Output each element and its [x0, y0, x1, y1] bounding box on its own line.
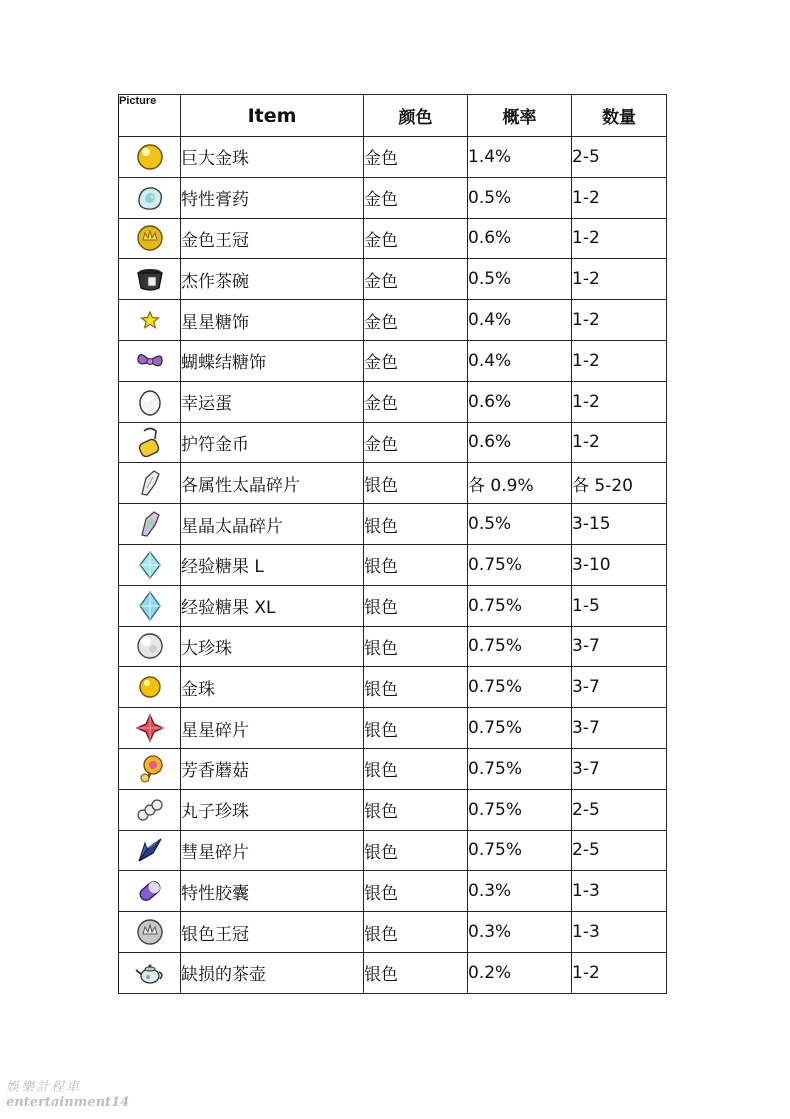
item-rate: 1.4% [468, 137, 572, 178]
item-name: 经验糖果 XL [181, 585, 364, 626]
item-name: 经验糖果 L [181, 544, 364, 585]
item-picture [119, 871, 181, 912]
watermark-line2: entertainment14 [6, 1095, 130, 1111]
item-name: 金珠 [181, 667, 364, 708]
tea-bowl-icon [135, 264, 165, 294]
table-row [119, 912, 667, 953]
big-pearl-icon [135, 631, 165, 661]
item-rate: 0.6% [468, 381, 572, 422]
item-name: 星星碎片 [181, 708, 364, 749]
item-quantity: 3-7 [572, 626, 667, 667]
header-rate: 概率 [468, 95, 572, 137]
item-quantity: 各 5-20 [572, 463, 667, 504]
item-color: 银色 [364, 463, 468, 504]
item-picture [119, 952, 181, 993]
item-color: 金色 [364, 218, 468, 259]
item-quantity: 1-2 [572, 218, 667, 259]
item-rate: 0.75% [468, 708, 572, 749]
item-name: 金色王冠 [181, 218, 364, 259]
item-color: 银色 [364, 912, 468, 953]
item-quantity: 2-5 [572, 789, 667, 830]
item-name: 缺损的茶壶 [181, 952, 364, 993]
item-rate: 0.75% [468, 585, 572, 626]
stellar-shard-icon [135, 509, 165, 539]
item-picture [119, 340, 181, 381]
gold-orb-icon [135, 142, 165, 172]
item-quantity: 3-10 [572, 544, 667, 585]
lucky-egg-icon [135, 387, 165, 417]
item-name: 蝴蝶结糖饰 [181, 340, 364, 381]
table-row [119, 952, 667, 993]
item-quantity: 1-2 [572, 259, 667, 300]
item-picture [119, 218, 181, 259]
pearl-string-icon [135, 795, 165, 825]
table-row [119, 748, 667, 789]
item-name: 幸运蛋 [181, 381, 364, 422]
table-row [119, 667, 667, 708]
header-color: 颜色 [364, 95, 468, 137]
item-color: 银色 [364, 667, 468, 708]
table-row [119, 708, 667, 749]
item-rate: 0.5% [468, 259, 572, 300]
table-row [119, 300, 667, 341]
item-rate: 0.5% [468, 177, 572, 218]
item-quantity: 1-2 [572, 952, 667, 993]
item-color: 银色 [364, 708, 468, 749]
item-name: 星晶太晶碎片 [181, 504, 364, 545]
header-picture: Picture [119, 95, 181, 137]
table-row [119, 871, 667, 912]
amulet-coin-icon [135, 427, 165, 457]
item-rate: 0.75% [468, 626, 572, 667]
item-color: 银色 [364, 544, 468, 585]
item-quantity: 2-5 [572, 137, 667, 178]
item-picture [119, 789, 181, 830]
item-color: 银色 [364, 626, 468, 667]
header-item: Item [181, 95, 364, 137]
comet-shard-icon [135, 835, 165, 865]
item-quantity: 2-5 [572, 830, 667, 871]
balm-mushroom-icon [135, 754, 165, 784]
item-name: 银色王冠 [181, 912, 364, 953]
item-picture [119, 177, 181, 218]
item-name: 杰作茶碗 [181, 259, 364, 300]
item-drop-table [118, 94, 667, 994]
item-quantity: 1-2 [572, 340, 667, 381]
item-color: 银色 [364, 585, 468, 626]
item-rate: 0.75% [468, 544, 572, 585]
item-name: 各属性太晶碎片 [181, 463, 364, 504]
item-quantity: 1-3 [572, 871, 667, 912]
item-color: 金色 [364, 381, 468, 422]
item-picture [119, 667, 181, 708]
silver-crown-icon [135, 917, 165, 947]
item-quantity: 1-5 [572, 585, 667, 626]
item-quantity: 3-7 [572, 667, 667, 708]
gold-crown-icon [135, 223, 165, 253]
star-piece-icon [135, 713, 165, 743]
item-rate: 0.75% [468, 667, 572, 708]
item-color: 银色 [364, 871, 468, 912]
item-rate: 0.6% [468, 218, 572, 259]
item-color: 金色 [364, 300, 468, 341]
item-picture [119, 830, 181, 871]
item-rate: 0.2% [468, 952, 572, 993]
item-picture [119, 626, 181, 667]
item-name: 大珍珠 [181, 626, 364, 667]
exp-candy-l-icon [135, 550, 165, 580]
item-color: 银色 [364, 789, 468, 830]
item-quantity: 3-15 [572, 504, 667, 545]
item-quantity: 3-7 [572, 708, 667, 749]
table-row [119, 789, 667, 830]
item-picture [119, 748, 181, 789]
table-row [119, 626, 667, 667]
table-row [119, 544, 667, 585]
item-quantity: 1-2 [572, 177, 667, 218]
item-color: 银色 [364, 748, 468, 789]
table-row [119, 585, 667, 626]
item-picture [119, 504, 181, 545]
item-quantity: 1-2 [572, 422, 667, 463]
tera-shard-icon [135, 468, 165, 498]
item-rate: 0.75% [468, 789, 572, 830]
item-quantity: 3-7 [572, 748, 667, 789]
exp-candy-xl-icon [135, 591, 165, 621]
item-rate: 0.4% [468, 300, 572, 341]
item-color: 银色 [364, 504, 468, 545]
watermark [6, 1081, 129, 1111]
table-row [119, 463, 667, 504]
item-picture [119, 463, 181, 504]
item-picture [119, 585, 181, 626]
item-rate: 0.3% [468, 871, 572, 912]
item-quantity: 1-2 [572, 381, 667, 422]
ability-capsule-icon [135, 876, 165, 906]
item-rate: 0.5% [468, 504, 572, 545]
item-rate: 0.75% [468, 830, 572, 871]
star-sweet-icon [135, 305, 165, 335]
item-picture [119, 137, 181, 178]
item-name: 丸子珍珠 [181, 789, 364, 830]
item-picture [119, 381, 181, 422]
table-row [119, 381, 667, 422]
item-color: 银色 [364, 952, 468, 993]
watermark-line1: 娛樂計程車 [6, 1080, 82, 1096]
item-picture [119, 259, 181, 300]
item-quantity: 1-3 [572, 912, 667, 953]
item-name: 特性膏药 [181, 177, 364, 218]
header-quantity: 数量 [572, 95, 667, 137]
item-name: 特性胶囊 [181, 871, 364, 912]
nugget-icon [135, 672, 165, 702]
ribbon-sweet-icon [135, 346, 165, 376]
item-rate: 0.4% [468, 340, 572, 381]
item-rate: 0.3% [468, 912, 572, 953]
item-picture [119, 422, 181, 463]
item-rate: 0.6% [468, 422, 572, 463]
ability-patch-icon [135, 183, 165, 213]
table-row [119, 340, 667, 381]
item-picture [119, 708, 181, 749]
item-color: 金色 [364, 259, 468, 300]
item-picture [119, 300, 181, 341]
item-quantity: 1-2 [572, 300, 667, 341]
item-color: 金色 [364, 137, 468, 178]
item-name: 彗星碎片 [181, 830, 364, 871]
table-row [119, 259, 667, 300]
item-name: 星星糖饰 [181, 300, 364, 341]
table-row [119, 137, 667, 178]
item-rate: 各 0.9% [468, 463, 572, 504]
item-name: 巨大金珠 [181, 137, 364, 178]
item-picture [119, 912, 181, 953]
item-color: 银色 [364, 830, 468, 871]
table-row [119, 218, 667, 259]
item-color: 金色 [364, 340, 468, 381]
item-name: 芳香蘑菇 [181, 748, 364, 789]
item-name: 护符金币 [181, 422, 364, 463]
header-row [119, 95, 667, 137]
table-row [119, 504, 667, 545]
item-rate: 0.75% [468, 748, 572, 789]
item-picture [119, 544, 181, 585]
item-color: 金色 [364, 177, 468, 218]
table-row [119, 830, 667, 871]
teapot-icon [135, 958, 165, 988]
table-row [119, 422, 667, 463]
table-row [119, 177, 667, 218]
item-color: 金色 [364, 422, 468, 463]
